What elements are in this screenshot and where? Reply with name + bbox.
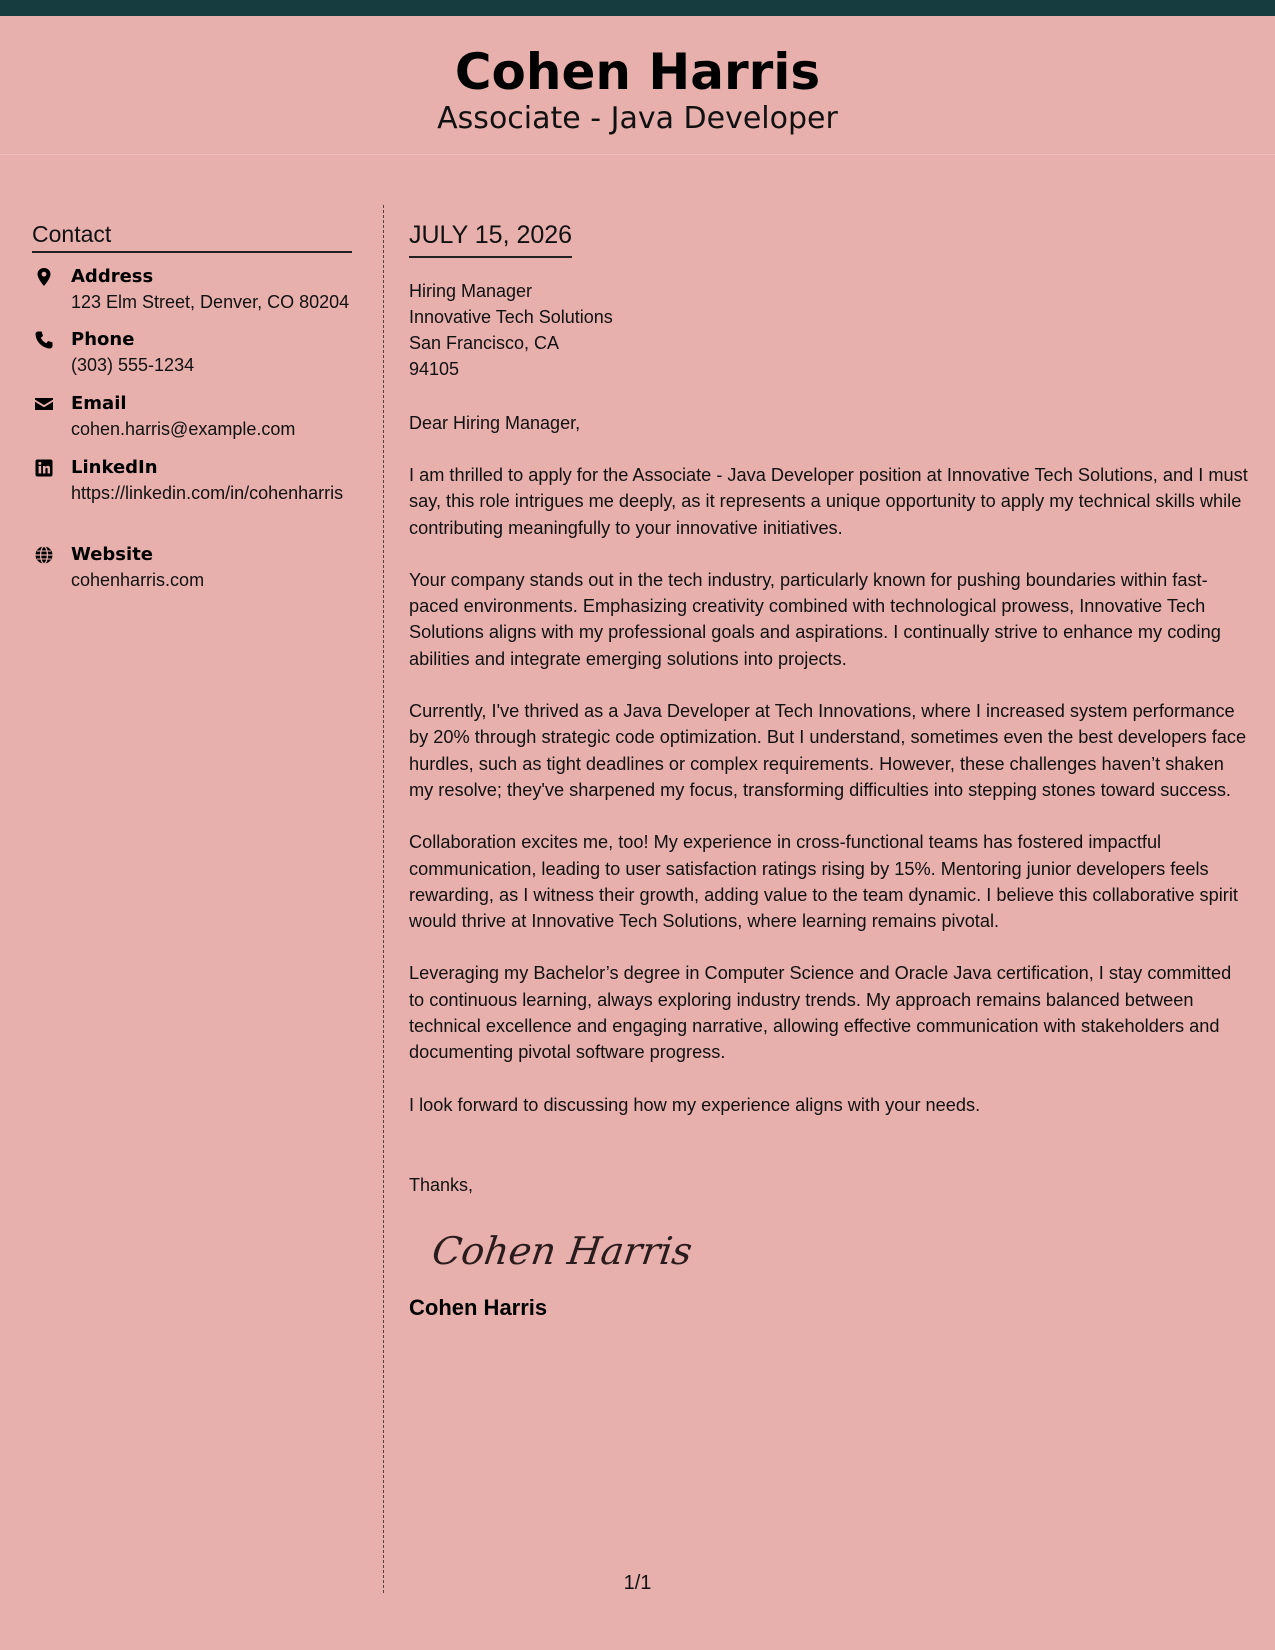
contact-value: https://linkedin.com/in/cohenharris bbox=[71, 483, 344, 503]
recipient-line: San Francisco, CA bbox=[409, 333, 560, 353]
contact-value: 123 Elm Street, Denver, CO 80204 bbox=[71, 292, 350, 312]
linkedin-icon bbox=[34, 458, 54, 478]
letter-paragraph: Collaboration excites me, too! My experience in cross-functional teams has fostered impactful communication, leading to user satisfaction ratings rising by 15%. Mentoring junior developers feels rewarding, as I witness their growth, adding value to the team dynamic. I believe this collaborative spirit would thrive at Innovative Tech Solutions, where learning remains pivotal. bbox=[409, 832, 1238, 932]
contact-value: cohenharris.com bbox=[71, 570, 205, 590]
letter-paragraph: Currently, I've thrived as a Java Developer at Tech Innovations, where I increased system performance by 20% through strategic code optimization. But I understand, sometimes even the best developers face hurdles, such as tight deadlines or complex requirements. However, these challenges haven’t shaken my resolve; they've sharpened my focus, transforming difficulties into stepping stones toward success. bbox=[409, 701, 1247, 800]
contact-heading: Contact bbox=[32, 220, 352, 253]
signature-text: Cohen Harris bbox=[429, 1230, 695, 1274]
letter-paragraph: Your company stands out in the tech industry, particularly known for pushing boundaries within fast-paced environments. Emphasizing creativity combined with technological prowess, Innovative Tech Solutions aligns with my professional goals and aspirations. I continually strive to enhance my coding abilities and integrate emerging solutions into projects. bbox=[409, 569, 1221, 669]
letter-paragraph: I am thrilled to apply for the Associate - Java Developer position at Innovative Tech Solutions, and I must say, this role intrigues me deeply, as it represents a unique opportunity to apply my technical skills while contributing meaningfully to your innovative initiatives. bbox=[409, 465, 1248, 538]
phone-icon bbox=[34, 330, 54, 350]
applicant-job-title: Associate - Java Developer bbox=[437, 101, 838, 136]
page-number: 1/1 bbox=[623, 1572, 652, 1594]
letter-paragraph: I look forward to discussing how my experience aligns with your needs. bbox=[409, 1094, 981, 1115]
contact-sidebar bbox=[32, 220, 352, 590]
closing: Thanks, bbox=[409, 1174, 474, 1195]
letter-date: JULY 15, 2026 bbox=[409, 218, 572, 258]
contact-label: LinkedIn bbox=[71, 457, 158, 478]
recipient-line: Innovative Tech Solutions bbox=[409, 307, 613, 327]
globe-icon bbox=[34, 545, 54, 565]
top-accent-bar bbox=[0, 0, 1275, 16]
salutation: Dear Hiring Manager, bbox=[409, 413, 581, 433]
contact-label: Email bbox=[71, 393, 127, 414]
letter-paragraph: Leveraging my Bachelor’s degree in Computer Science and Oracle Java certification, I stay committed to continuous learning, always exploring industry trends. My approach remains balanced between technical excellence and engaging narrative, allowing effective communication with stakeholders and documenting pivotal software progress. bbox=[409, 963, 1232, 1063]
contact-value: (303) 555-1234 bbox=[71, 355, 195, 375]
signer-name: Cohen Harris bbox=[409, 1294, 548, 1320]
contact-value: cohen.harris@example.com bbox=[71, 419, 296, 439]
applicant-name: Cohen Harris bbox=[454, 43, 821, 101]
location-pin-icon bbox=[34, 267, 54, 287]
handwritten-signature bbox=[429, 1220, 1251, 1280]
contact-label: Website bbox=[71, 544, 154, 565]
recipient-block bbox=[409, 278, 1251, 382]
envelope-icon bbox=[34, 394, 54, 414]
contact-label: Address bbox=[71, 266, 154, 287]
column-divider bbox=[383, 205, 384, 1593]
page-header bbox=[0, 16, 1275, 155]
recipient-line: Hiring Manager bbox=[409, 281, 533, 301]
contact-label: Phone bbox=[71, 329, 135, 350]
letter-body bbox=[409, 218, 1251, 1322]
recipient-line: 94105 bbox=[409, 359, 460, 379]
